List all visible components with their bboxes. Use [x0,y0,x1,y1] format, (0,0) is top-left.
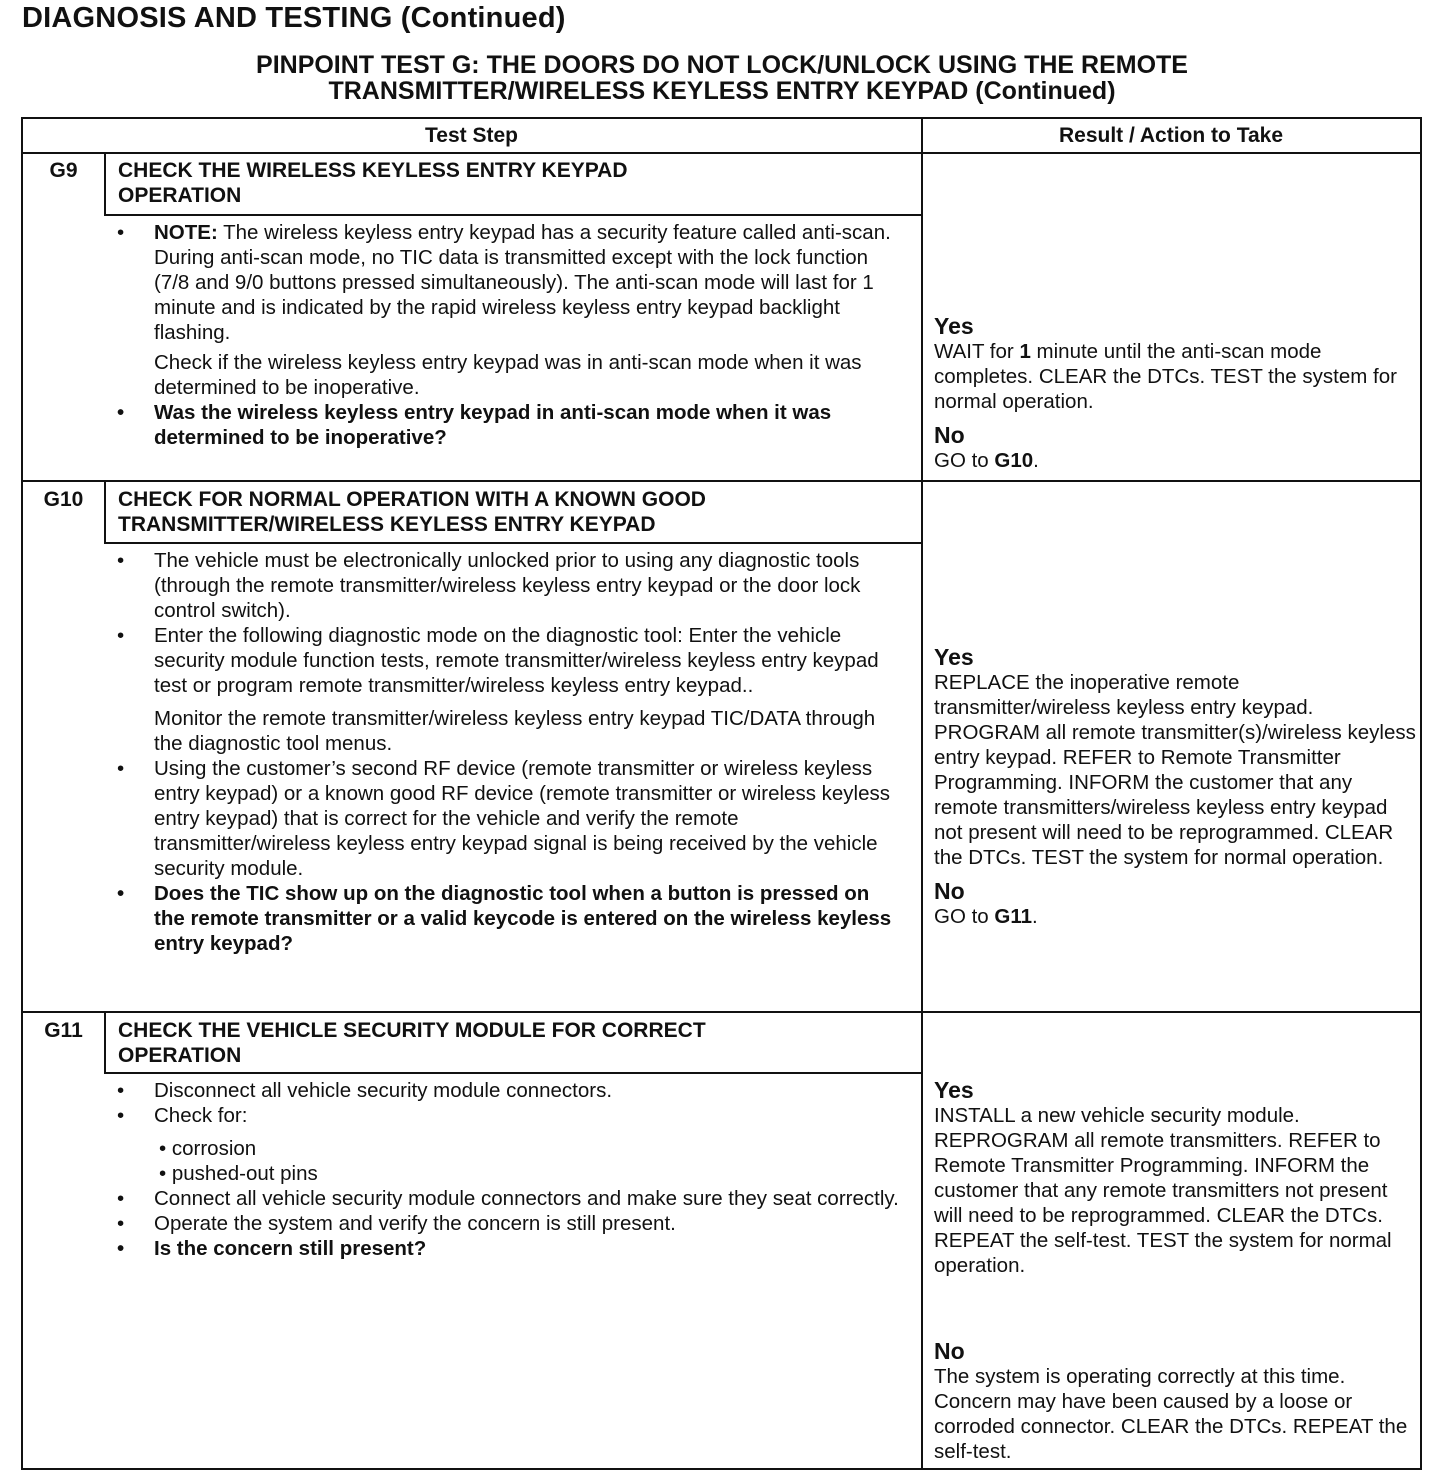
no-action [934,448,1418,473]
test-title-line-2: TRANSMITTER/WIRELESS KEYLESS ENTRY KEYPAD (Continued) [328,77,1116,105]
no-action-end: . [1033,449,1039,472]
g10-bullet-2: • Enter the following diagnostic mode on the diagnostic tool: Enter the vehicle security module function tests, remote transmitter/wireless keyless entry keypad test or program remote transmitter/wireless keyless entry keypad.. [114,623,904,698]
result-g11-yes [934,1077,1418,1278]
step-title-g9 [118,158,908,208]
id-divider-g11 [104,1012,106,1072]
yes-action-text: WAIT for [934,340,1020,363]
page-title: DIAGNOSIS AND TESTING (Continued) [22,2,566,34]
header-rule [22,152,1422,154]
g11-bullet-2: • Check for: [114,1103,904,1128]
step-id-g11: G11 [44,1019,83,1042]
g11-bullet-3: • Connect all vehicle security module connectors and make sure they seat correctly. [114,1186,904,1211]
no-action: The system is operating correctly at this time. Concern may have been caused by a loose or corroded connector. CLEAR the DTCs. REPEAT the self-test. [934,1365,1408,1463]
no-action-end: . [1032,905,1038,928]
step-title-g11-line-2: OPERATION [118,1044,242,1067]
step-title-g10-line-1: CHECK FOR NORMAL OPERATION WITH A KNOWN GOOD [118,488,706,511]
yes-label: Yes [934,313,974,339]
no-action-text: GO to [934,449,995,472]
g9-instruction: Check if the wireless keyless entry keypad was in anti-scan mode when it was determined to be inoperative. [154,351,862,399]
row-rule-g10 [22,480,1422,482]
no-label: No [934,878,965,904]
no-action-target: G11 [994,905,1033,928]
note-label: NOTE: [154,221,218,244]
yes-action-text-rest: minute until the anti-scan mode completes. CLEAR the DTCs. TEST the system for normal operation. [934,340,1397,413]
no-action [934,904,1418,929]
step-title-g9-line-1: CHECK THE WIRELESS KEYLESS ENTRY KEYPAD [118,159,628,182]
g9-question: • Was the wireless keyless entry keypad in anti-scan mode when it was determined to be inoperative? [114,400,904,450]
result-g11-no [934,1338,1418,1464]
step-title-g11 [118,1018,908,1068]
result-g9 [934,313,1418,473]
test-title-line-1: PINPOINT TEST G: THE DOORS DO NOT LOCK/UNLOCK USING THE REMOTE [256,51,1188,79]
step-body-g11 [114,1078,904,1261]
g10-bullet-1: • The vehicle must be electronically unlocked prior to using any diagnostic tools (through the remote transmitter/wireless keyless entry keypad or the door lock control switch). [114,548,904,623]
step-id-g9: G9 [49,159,78,182]
g9-note [114,220,904,345]
note-text: The wireless keyless entry keypad has a security feature called anti-scan. During anti-scan mode, no TIC data is transmitted except with the lock function (7/8 and 9/0 buttons pressed simultaneously). The anti-scan mode will last for 1 minute and is indicated by the rapid wireless keyless entry keypad backlight flashing. [154,221,891,344]
yes-label: Yes [934,644,974,670]
step-id-g10: G10 [43,488,84,511]
no-label: No [934,1338,965,1364]
yes-label: Yes [934,1077,974,1103]
title-rule-g9 [104,214,921,216]
title-rule-g11 [104,1072,921,1074]
step-title-g10-line-2: TRANSMITTER/WIRELESS KEYLESS ENTRY KEYPAD [118,513,656,536]
column-header-result: Result / Action to Take [1058,124,1284,147]
step-title-g10 [118,487,908,537]
g11-sub-item-2: • pushed-out pins [159,1162,318,1185]
step-body-g10 [114,548,904,956]
no-action-target: G10 [994,449,1034,472]
no-action-text: GO to [934,905,995,928]
pinpoint-test-title [22,52,1422,104]
step-title-g9-line-2: OPERATION [118,184,242,207]
row-rule-g11 [22,1011,1422,1013]
column-header-test-step: Test Step [425,124,518,147]
g11-sub-item-1: • corrosion [159,1137,257,1160]
g11-bullet-1: • Disconnect all vehicle security module connectors. [114,1078,904,1103]
id-divider-g10 [104,481,106,542]
step-body-g9 [114,220,904,450]
no-label: No [934,422,965,448]
g10-question: • Does the TIC show up on the diagnostic tool when a button is pressed on the remote transmitter or a valid keycode is entered on the wireless keyless entry keypad? [114,881,904,956]
g11-bullet-4: • Operate the system and verify the concern is still present. [114,1211,904,1236]
g11-question: • Is the concern still present? [114,1236,904,1261]
yes-action [934,339,1418,414]
result-g10 [934,644,1418,929]
title-rule-g10 [104,542,921,544]
yes-action: INSTALL a new vehicle security module. REPROGRAM all remote transmitters. REFER to Remote Transmitter Programming. INFORM the customer that any remote transmitters not present will need to be reprogrammed. CLEAR the DTCs. REPEAT the self-test. TEST the system for normal operation. [934,1104,1392,1277]
g10-bullet-3: • Using the customer’s second RF device (remote transmitter or wireless keyless entry keypad) or a known good RF device (remote transmitter or wireless keyless entry keypad) that is correct for the vehicle and verify the remote transmitter/wireless keyless entry keypad signal is being received by the vehicle security module. [114,756,904,881]
step-title-g11-line-1: CHECK THE VEHICLE SECURITY MODULE FOR CORRECT [118,1019,706,1042]
column-divider [921,118,923,1468]
g10-instruction: Monitor the remote transmitter/wireless keyless entry keypad TIC/DATA through the diagnostic tool menus. [154,707,876,755]
yes-action: REPLACE the inoperative remote transmitter/wireless keyless entry keypad. PROGRAM all remote transmitter(s)/wireless keyless entry keypad. REFER to Remote Transmitter Programming. INFORM the customer that any remote transmitters/wireless keyless entry keypad not present will need to be reprogrammed. CLEAR the DTCs. TEST the system for normal operation. [934,671,1416,869]
yes-action-duration: 1 [1019,340,1031,363]
id-divider-g9 [104,153,106,214]
